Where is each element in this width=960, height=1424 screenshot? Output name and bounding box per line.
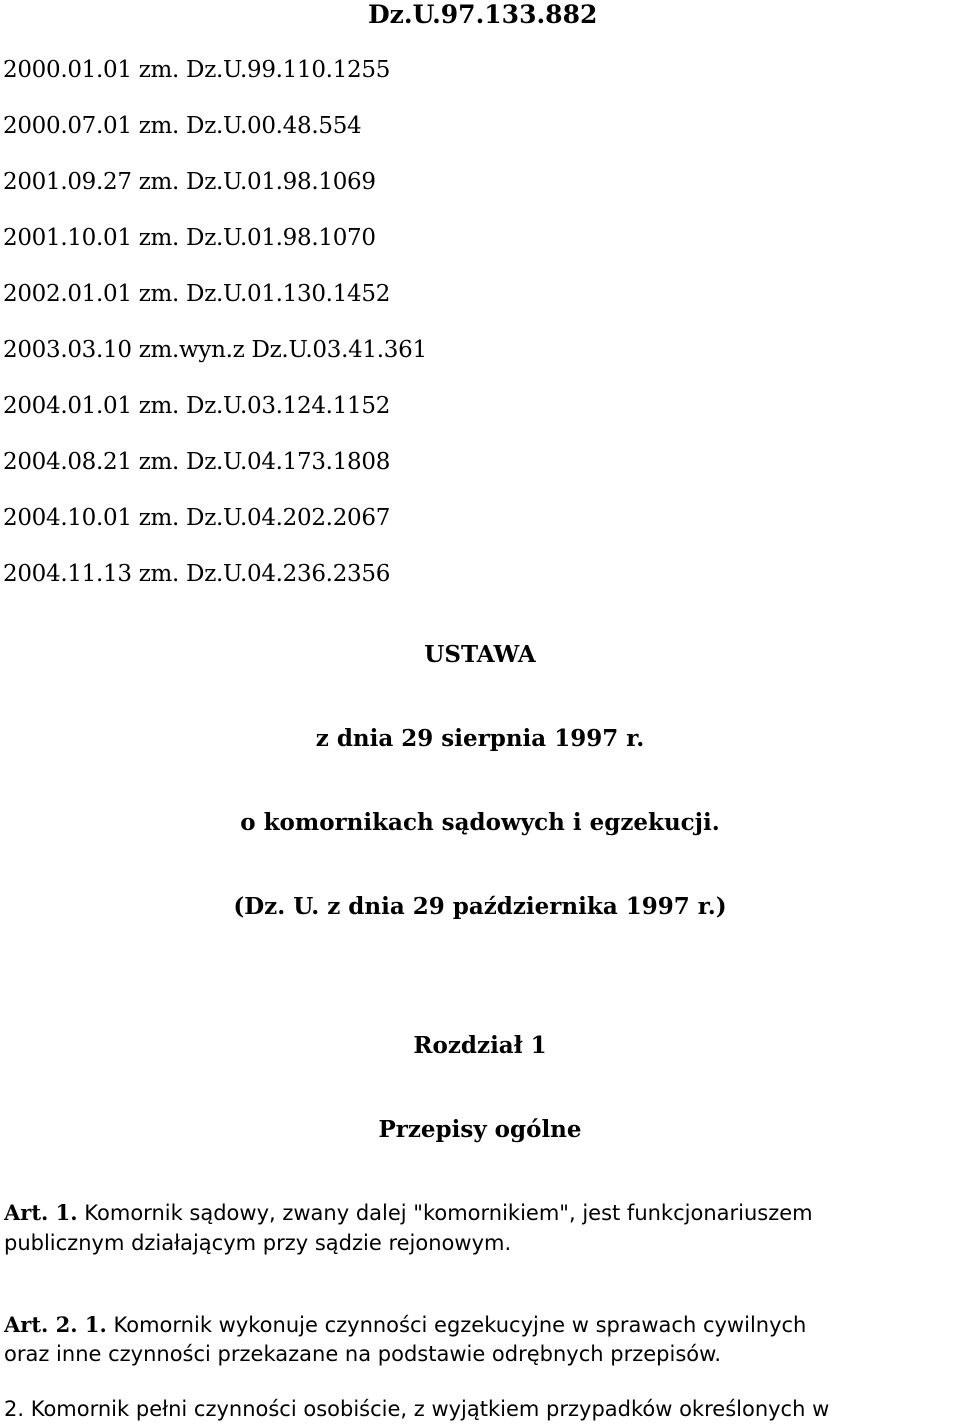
amendment-line: 2004.10.01 zm. Dz.U.04.202.2067 bbox=[3, 505, 391, 531]
article-2-paragraph-2 bbox=[4, 1394, 829, 1424]
article-text: Komornik sądowy, zwany dalej "komornikiem", jest funkcjonariuszem bbox=[84, 1201, 813, 1225]
article-label: Art. 2. 1. bbox=[4, 1312, 107, 1337]
paragraph-text: Komornik pełni czynności osobiście, z wyjątkiem przypadków określonych w bbox=[30, 1397, 830, 1421]
paragraph-label: 2. bbox=[4, 1397, 25, 1421]
amendment-line: 2004.01.01 zm. Dz.U.03.124.1152 bbox=[3, 393, 391, 419]
article-2 bbox=[4, 1310, 806, 1340]
amendment-line: 2004.08.21 zm. Dz.U.04.173.1808 bbox=[3, 449, 391, 475]
publication-info: (Dz. U. z dnia 29 października 1997 r.) bbox=[233, 893, 727, 920]
article-1-continuation: publicznym działającym przy sądzie rejonowym. bbox=[4, 1231, 512, 1255]
amendment-line: 2003.03.10 zm.wyn.z Dz.U.03.41.361 bbox=[3, 337, 427, 363]
amendment-line: 2001.10.01 zm. Dz.U.01.98.1070 bbox=[3, 225, 376, 251]
article-label: Art. 1. bbox=[4, 1200, 78, 1225]
article-2-continuation: oraz inne czynności przekazane na podstawie odrębnych przepisów. bbox=[4, 1342, 722, 1366]
amendment-line: 2004.11.13 zm. Dz.U.04.236.2356 bbox=[3, 561, 391, 587]
amendment-line: 2000.07.01 zm. Dz.U.00.48.554 bbox=[3, 113, 362, 139]
amendment-line: 2001.09.27 zm. Dz.U.01.98.1069 bbox=[3, 169, 376, 195]
amendment-line: 2002.01.01 zm. Dz.U.01.130.1452 bbox=[3, 281, 391, 307]
act-date: z dnia 29 sierpnia 1997 r. bbox=[315, 725, 645, 752]
act-title: o komornikach sądowych i egzekucji. bbox=[240, 809, 720, 836]
article-1 bbox=[4, 1198, 813, 1228]
amendment-line: 2000.01.01 zm. Dz.U.99.110.1255 bbox=[3, 57, 391, 83]
chapter-number: Rozdział 1 bbox=[413, 1032, 547, 1059]
document-id: Dz.U.97.133.882 bbox=[368, 0, 598, 29]
act-type-heading: USTAWA bbox=[424, 641, 536, 668]
chapter-title: Przepisy ogólne bbox=[378, 1116, 582, 1143]
article-text: Komornik wykonuje czynności egzekucyjne w sprawach cywilnych bbox=[113, 1313, 807, 1337]
